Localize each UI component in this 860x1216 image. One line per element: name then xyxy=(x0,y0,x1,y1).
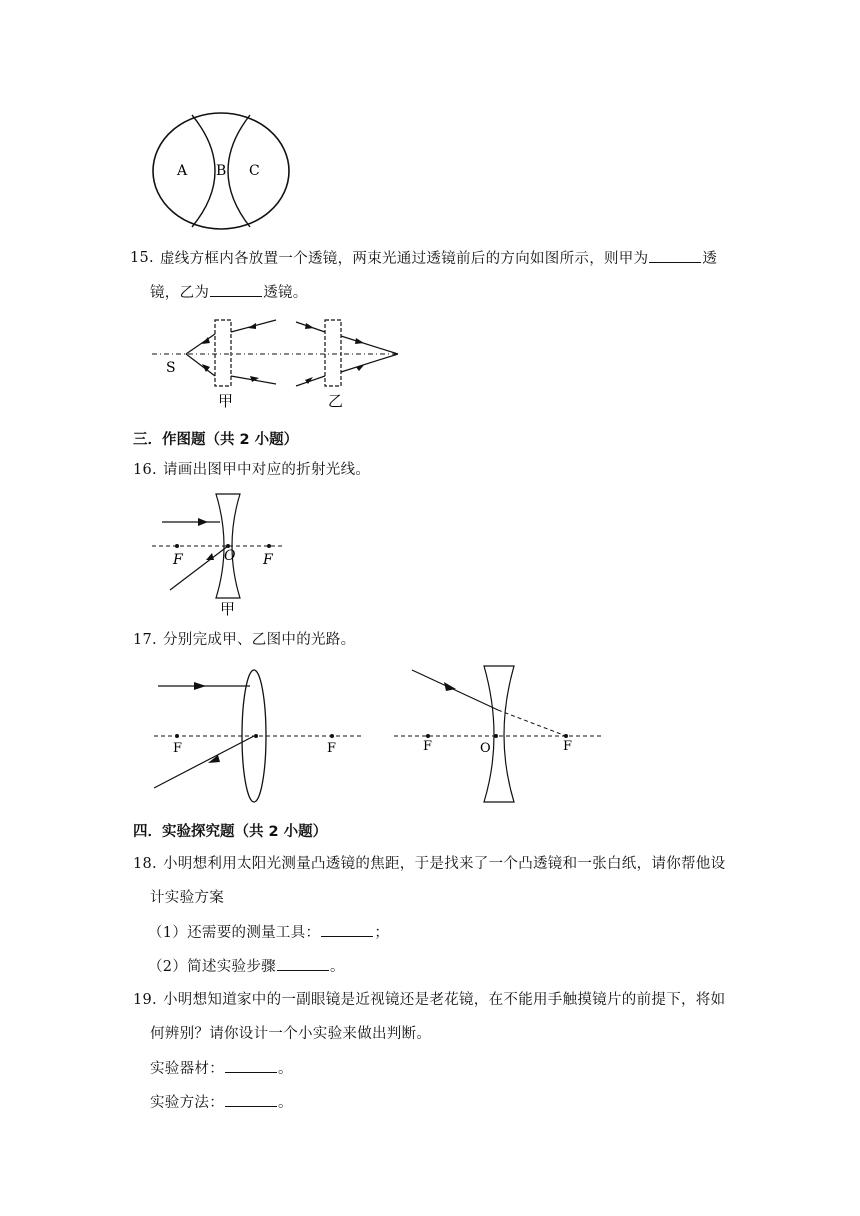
q15-line2-end: 透镜。 xyxy=(263,285,308,301)
q18-blank-1[interactable] xyxy=(321,922,373,937)
q16-text: 请画出图甲中对应的折射光线。 xyxy=(163,462,371,478)
q19-method-end: 。 xyxy=(278,1095,293,1111)
q15-line1-text: 虚线方框内各放置一个透镜，两束光通过透镜前后的方向如图所示，则甲为 xyxy=(160,251,649,267)
q18-sub2-text: （2）简述实验步骤 xyxy=(148,959,276,975)
q18-sub2-end: 。 xyxy=(329,959,345,975)
q15-number: 15. xyxy=(130,250,154,266)
q18-sub1-text: （1）还需要的测量工具： xyxy=(148,925,321,941)
q19-number: 19. xyxy=(133,992,157,1008)
q16-f-left: F xyxy=(173,552,183,568)
q19-line1: 小明想知道家中的一副眼镜是近视镜还是老花镜，在不能用手触摸镜片的前提下，将如 xyxy=(163,992,726,1008)
q17-yi-o: O xyxy=(480,741,491,756)
q18-sub1-end: ； xyxy=(374,925,390,941)
q15-blank-1[interactable] xyxy=(649,248,701,263)
label-jia: 甲 xyxy=(218,392,234,410)
q15-figure xyxy=(148,314,408,410)
q19-line2: 何辨别？请你设计一个小实验来做出判断。 xyxy=(150,1026,432,1042)
q18-line1: 小明想利用太阳光测量凸透镜的焦距，于是找来了一个凸透镜和一张白纸，请你帮他设 xyxy=(163,856,726,872)
q16-number: 16. xyxy=(133,462,157,478)
section-4-heading: 四．实验探究题（共 2 小题） xyxy=(133,824,328,840)
q16-figure xyxy=(148,490,288,620)
q19-materials-end: 。 xyxy=(278,1061,293,1077)
label-c: C xyxy=(249,163,260,179)
q17-text: 分别完成甲、乙图中的光路。 xyxy=(163,632,356,648)
q17-yi-f-right: F xyxy=(563,739,573,754)
q16-o: O xyxy=(224,548,236,564)
box-jia xyxy=(215,320,231,386)
q16-caption: 甲 xyxy=(220,600,236,618)
q17-yi-f-left: F xyxy=(423,739,433,754)
q18-blank-2[interactable] xyxy=(277,956,329,971)
q16-f-right: F xyxy=(263,552,273,568)
label-a: A xyxy=(177,163,188,179)
q17-jia-f-left: F xyxy=(173,741,183,756)
q19-materials xyxy=(150,1058,293,1079)
q17-figure-jia xyxy=(150,666,370,806)
label-yi: 乙 xyxy=(328,392,344,410)
q18-sub1 xyxy=(148,922,389,943)
right-arc xyxy=(228,115,250,227)
q15-line2 xyxy=(150,282,308,303)
section-3-heading: 三．作图题（共 2 小题） xyxy=(133,432,299,448)
q18-number: 18. xyxy=(133,856,157,872)
q19-method-label: 实验方法： xyxy=(150,1095,224,1111)
q15-blank-2[interactable] xyxy=(210,282,262,297)
q15-line1-end: 透 xyxy=(702,251,718,267)
q15-line1 xyxy=(160,248,717,269)
q18-sub2 xyxy=(148,956,345,977)
q18-line2: 计实验方案 xyxy=(150,890,224,906)
q19-materials-label: 实验器材： xyxy=(150,1061,224,1077)
concave-lens-2 xyxy=(484,666,514,802)
box-yi xyxy=(325,320,341,386)
q17-figure-yi xyxy=(390,662,615,810)
q19-blank-1[interactable] xyxy=(225,1058,277,1073)
label-s: S xyxy=(166,360,176,376)
q19-blank-2[interactable] xyxy=(225,1092,277,1107)
left-arc xyxy=(192,115,215,227)
q17-jia-f-right: F xyxy=(327,741,337,756)
eye-lens-figure xyxy=(150,110,295,232)
q19-method xyxy=(150,1092,293,1113)
q17-number: 17. xyxy=(133,632,157,648)
q15-line2-text: 镜，乙为 xyxy=(150,285,210,301)
label-b: B xyxy=(216,163,227,179)
